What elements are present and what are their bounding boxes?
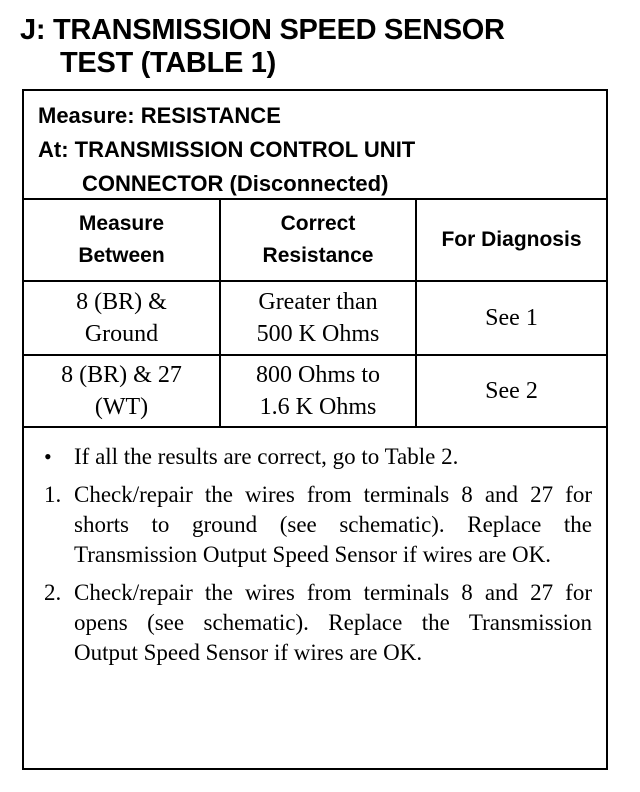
note-text: Check/repair the wires from terminals 8 and 27 for shorts to ground (see schematic). Replace the Transmission Output Speed Sensor if wires are OK.	[74, 482, 592, 567]
bullet-marker: •	[44, 444, 52, 469]
table-row	[24, 281, 606, 355]
note-item	[38, 578, 592, 668]
header-measure-between: Measure Between	[24, 200, 220, 281]
note-text: If all the results are correct, go to Table 2.	[74, 444, 459, 469]
note-item	[38, 442, 592, 472]
note-item	[38, 480, 592, 570]
cell-measure-between: 8 (BR) & 27 (WT)	[24, 355, 220, 427]
measure-type: Measure: RESISTANCE	[38, 103, 281, 128]
cell-correct-resistance: Greater than 500 K Ohms	[220, 281, 416, 355]
header-correct-resistance: Correct Resistance	[220, 200, 416, 281]
resistance-table	[24, 200, 606, 428]
note-number: 1.	[44, 482, 62, 507]
measure-location-cont: CONNECTOR (Disconnected)	[82, 171, 389, 196]
note-text: Check/repair the wires from terminals 8 and 27 for opens (see schematic). Replace the Transmission Output Speed Sensor if wires are OK.	[74, 580, 592, 665]
diagnosis-notes	[24, 428, 606, 668]
cell-measure-between: 8 (BR) & Ground	[24, 281, 220, 355]
test-table-box	[22, 89, 608, 770]
measurement-info	[24, 91, 606, 200]
cell-diagnosis: See 1	[416, 281, 606, 355]
measure-location: At: TRANSMISSION CONTROL UNIT	[38, 137, 416, 162]
title-line-2: TEST (TABLE 1)	[60, 47, 276, 79]
header-for-diagnosis: For Diagnosis	[416, 200, 606, 281]
title-line-1: J: TRANSMISSION SPEED SENSOR	[20, 14, 505, 46]
cell-correct-resistance: 800 Ohms to 1.6 K Ohms	[220, 355, 416, 427]
cell-diagnosis: See 2	[416, 355, 606, 427]
table-row	[24, 355, 606, 427]
note-number: 2.	[44, 580, 62, 605]
page-title	[20, 14, 620, 80]
table-header-row	[24, 200, 606, 281]
